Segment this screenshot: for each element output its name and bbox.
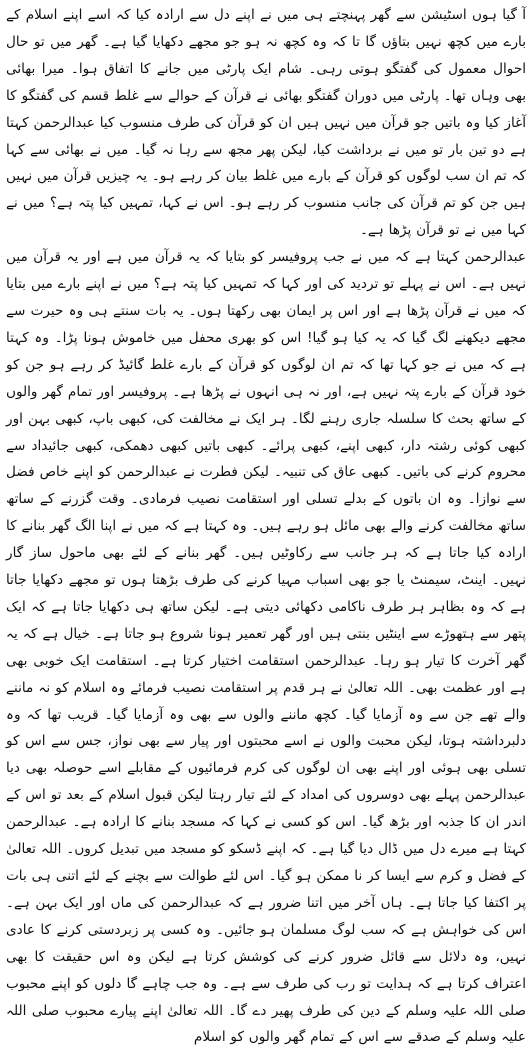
paragraph-arrival: آ گیا ہوں اسٹیشن سے گھر پہنچتے ہی میں نے اپنے دل سے ارادہ کیا کہ اسے اپنے اسلام کے بارے میں کچھ نہیں بتاؤں گا تا کہ وہ کچھ نہ ہو جو مجھے دکھایا گیا ہے۔ گھر میں تو حال احوال معمول کی گفتگو ہوتی رہی۔ شام ایک پارٹی میں جانے کا اتفاق ہوا۔ میرا بھائی بھی وہاں تھا۔ پارٹی میں دوران گفتگو بھائی نے قرآن کے حوالے سے غلط قسم کی گفتگو کا آغاز کیا وہ باتیں جو قرآن میں نہیں ہیں ان کو قرآن کی طرف منسوب کیا عبدالرحمن کہتا ہے دو تین بار تو میں نے برداشت کیا، لیکن پھر مجھ سے رہا نہ گیا۔ میں نے بھائی سے کہا کہ تم ان سب لوگوں کو قرآن کے بارے میں غلط بیان کر رہے ہو۔ یہ چیزیں قرآن میں نہیں ہیں جن کو تم قرآن کی جانب منسوب کر رہے ہو۔ اس نے کہا، تمہیں کیا پتہ ہے؟ میں نے کہا میں نے تو قرآن پڑھا ہے۔ [6,7,526,239]
paragraph-professor: عبدالرحمن کہتا ہے کہ میں نے جب پروفیسر کو بتایا کہ یہ قرآن میں ہے اور یہ قرآن میں نہیں ہے۔ اس نے پہلے تو تردید کی اور کہا کہ تمہیں کیا پتہ ہے؟ میں نے اپنے بارے میں بتایا کہ میں نے قرآن پڑھا ہے اور اس پر ایمان بھی رکھتا ہوں۔ یہ بات سنتے ہی وہ حیرت سے مجھے دیکھنے لگ گیا کہ یہ کیا ہو گیا! اس کو بھری محفل میں خاموش ہونا پڑا۔ وہ کہتا ہے کہ میں نے جو کہا تھا کہ تم ان لوگوں کو قرآن کے بارے غلط گائیڈ کر رہے ہو جن کو خود قرآن کے بارے پتہ نہیں ہے، اور نہ ہی انہوں نے پڑھا ہے۔ پروفیسر اور تمام گھر والوں کے ساتھ بحث کا سلسلہ جاری رہنے لگا۔ ہر ایک نے مخالفت کی، کبھی باپ، کبھی بہن اور کبھی کوئی رشتہ دار، کبھی اپنے، کبھی پرائے۔ کبھی باتیں کبھی دھمکی، کبھی جائیداد سے محروم کرنے کی باتیں۔ کبھی عاق کی تنبیہ۔ لیکن فطرت نے عبدالرحمن کو اپنے خاص فضل سے نوازا۔ وہ ان باتوں کے بدلے تسلی اور استقامت نصیب فرمادی۔ وقت گزرنے کے ساتھ ساتھ مخالفت کرنے والے بھی مائل ہو رہے ہیں۔ وہ کہتا ہے کہ میں نے اپنا الگ گھر بنانے کا ارادہ کیا جاتا ہے کہ ہر جانب سے رکاوٹیں ہیں۔ گھر بنانے کے لئے بھی ماحول ساز گار نہیں۔ اینٹ، سیمنٹ یا جو بھی اسباب مہیا کرنے کی طرف بڑھتا ہوں تو مجھے دکھایا جاتا ہے کہ وہ بظاہر ہر طرف ناکامی دکھائی دیتی ہے۔ لیکن ساتھ ہی دکھایا جاتا ہے کہ ایک پتھر سے ہتھوڑے سے اینٹیں بنتی ہیں اور گھر تعمیر ہونا شروع ہو جاتا ہے۔ خیال ہے کہ یہ گھر آخرت کا تیار ہو رہا۔ عبدالرحمن استقامت اختیار کرتا ہے۔ استقامت ایک خوبی بھی ہے اور عظمت بھی۔ اللہ تعالیٰ نے ہر قدم پر استقامت نصیب فرمائے وہ اسلام کو نہ ماننے والے تھے جن سے وہ آزمایا گیا۔ کچھ ماننے والوں سے بھی وہ آزمایا گیا۔ قریب تھا کہ وہ دلبرداشتہ ہوتا، لیکن محبت والوں نے اسے محبتوں اور پیار سے بھی نواز، جس سے اس کو تسلی بھی ہوئی اور اپنے بھی ان لوگوں کی کرم فرمائیوں کے مقابلے اسے حوصلہ بھی دیا عبدالرحمن پہلے بھی دوسروں کی امداد کے لئے تیار رہتا لیکن قبول اسلام کے بعد تو اس کے اندر ان کا جذبہ اور بڑھ گیا۔ اس کو کسی نے کہا کہ مسجد بنانے کا ارادہ ہے۔ عبدالرحمن کہتا ہے میرے دل میں ڈال دیا گیا ہے۔ کہ اپنے ڈسکو کو مسجد میں تبدیل کروں۔ اللہ تعالیٰ کے فضل و کرم سے ایسا کر نا ممکن ہو گیا۔ اس لئے طوالت سے بچنے کے لئے اتنی ہی بات پر اکتفا کیا جاتا ہے۔ ہاں آخر میں اتنا ضرور ہے کہ عبدالرحمن کی ماں اور ایک بہن ہے۔ اس کی خواہش ہے کہ سب لوگ مسلمان ہو جائیں۔ وہ کسی پر زبردستی کرنے کا عادی نہیں، وہ دلائل سے قائل ضرور کرنے کی کوشش کرتا ہے لیکن وہ اس حقیقت کا بھی اعتراف کرتا ہے کہ ہدایت تو رب کی طرف سے ہے۔ وہ جب چاہے گا دلوں کو اپنے محبوب صلی اللہ علیہ وسلم کے دین کی طرف پھیر دے گا۔ اللہ تعالیٰ اپنے پیارے محبوب صلی اللہ علیہ وسلم کے صدقے سے اس کے تمام گھر والوں کو اسلام [6,249,526,1046]
document-page [6,2,526,1046]
